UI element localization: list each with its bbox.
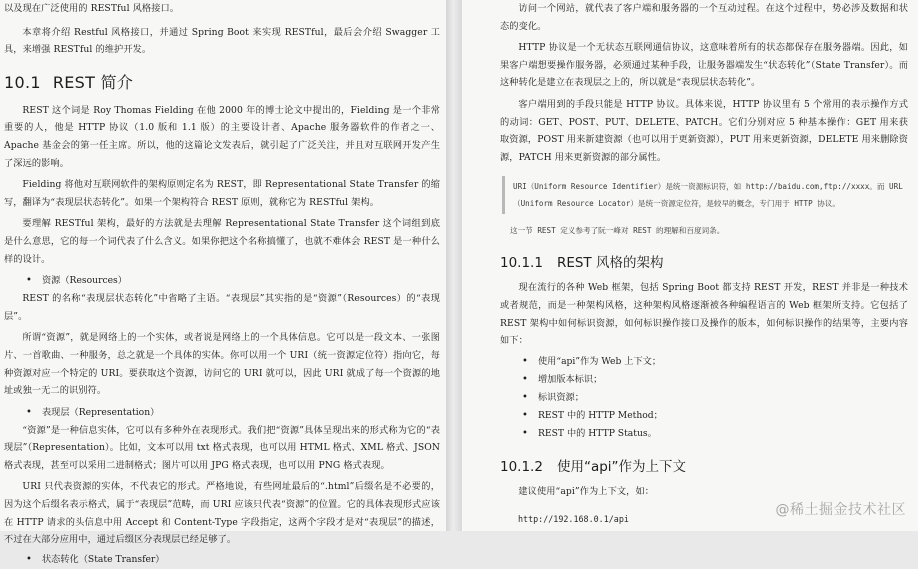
paragraph: 所谓“资源”，就是网络上的一个实体，或者说是网络上的一个具体信息。它可以是一段文本、一张图片、一首歌曲、一种服务，总之就是一个具体的实体。你可以用一个 URI（统一资源定位符）指向它，每种资源对应一个特定的 URI。要获取这个资源，访问它的 URI 就可以，因此 URI 就成了每一个资源的地址或独一无二的识别符。 — [4, 332, 440, 397]
bullet-label: 表现层（Representation） — [42, 406, 160, 418]
subsection-heading — [500, 251, 908, 271]
paragraph: Fielding 将他对互联网软件的架构原则定名为 REST，即 Representational State Transfer 的缩写，翻译为“表现层状态转化”。如果一个架构符合 REST 原则，就称它为 RESTful 架构。 — [4, 179, 440, 208]
section-number: 10.1 — [4, 72, 41, 92]
bullet-label: 资源（Resources） — [42, 275, 127, 287]
paragraph: 现在流行的各种 Web 框架，包括 Spring Boot 都支持 REST 开发，REST 并非是一种技术或者规范，而是一种架构风格，这种架构风格逐渐被各种编程语言的 Web 框架所支持。它包括了 REST 架构中如何标识资源，如何标识操作接口及操作的版本，如何标识操作的结果等，主要内容如下： — [500, 282, 908, 347]
section-title: REST 简介 — [52, 72, 134, 92]
bullet-label: 状态转化（State Transfer） — [42, 553, 165, 565]
bullet-label: 使用“api”作为 Web 上下文； — [538, 355, 662, 367]
intro-paragraph: 本章将介绍 Restful 风格接口，并通过 Spring Boot 来实现 RESTful，最后会介绍 Swagger 工具，来增强 RESTful 的维护开发。 — [4, 26, 440, 56]
subsection-title: REST 风格的架构 — [556, 255, 664, 272]
paragraph: 建议使用“api”作为上下文，如： — [518, 485, 655, 497]
bullet-item — [4, 272, 440, 290]
note-reference: 这一节 REST 定义参考了阮一峰对 REST 的理解和百度词条。 — [510, 226, 725, 236]
book-gutter — [446, 0, 462, 531]
bullet-item — [500, 371, 908, 389]
bullet-label: 增加版本标识； — [538, 373, 603, 385]
subsection-title: 使用“api”作为上下文 — [556, 458, 687, 475]
bullet-item — [4, 551, 440, 569]
paragraph: “资源”是一种信息实体，它可以有多种外在表现形式。我们把“资源”具体呈现出来的形式称为它的“表现层”（Representation）。比如，文本可以用 txt 格式表现，也可以用 HTML 格式、XML 格式、JSON 格式表现，甚至可以采用二进制格式；图片可以用 JPG 格式表现，也可以用 PNG 格式表现。 — [4, 424, 440, 471]
paragraph: 要理解 RESTful 架构，最好的方法就是去理解 Representational State Transfer 这个词组到底是什么意思，它的每一个词代表了什么含义。如果你把这个名称搞懂了，也就不难体会 REST 是一种什么样的设计。 — [4, 218, 440, 265]
watermark-text: @稀土掘金技术社区 — [775, 502, 906, 518]
code-line: http://192.168.0.1/api — [518, 514, 629, 525]
bullet-item — [500, 407, 908, 425]
bullet-item — [500, 425, 908, 443]
paragraph: 客户端用到的手段只能是 HTTP 协议。具体来说，HTTP 协议里有 5 个常用的表示操作方式的动词：GET、POST、PUT、DELETE、PATCH。它们分别对应 5 种基本操作：GET 用来获取资源，POST 用来新建资源（也可以用于更新资源），PUT 用来更新资源，DELETE 用来删除资源，PATCH 用来更新资源的部分属性。 — [500, 98, 908, 163]
section-heading — [4, 70, 440, 93]
left-page — [0, 0, 446, 565]
paragraph: REST 这个词是 Roy Thomas Fielding 在他 2000 年的博士论文中提出的，Fielding 是一个非常重要的人，他是 HTTP 协议（1.0 版和 1.1 版）的主要设计者、Apache 服务器软件的作者之一、Apache 基金会的第一任主席。所以，他的这篇论文发表后，就引起了广泛关注，并且对互联网开发产生了深远的影响。 — [4, 104, 440, 169]
paragraph: HTTP 协议是一个无状态互联网通信协议，这意味着所有的状态都保存在服务器端。因此，如果客户端想要操作服务器，必须通过某种手段，让服务器端发生“状态转化”（State Transfer）。而这种转化是建立在表现层之上的，所以就是“表现层状态转化”。 — [500, 42, 908, 89]
bullet-label: 标识资源； — [538, 391, 584, 403]
right-page — [462, 0, 918, 531]
bullet-item — [500, 353, 908, 371]
bullet-label: REST 中的 HTTP Status。 — [538, 427, 657, 439]
subsection-number: 10.1.2 — [500, 458, 543, 475]
watermark — [776, 499, 907, 519]
note-block: URI（Uniform Resource Identifier）是统一资源标识符，如 http://baidu.com,ftp://xxxx。而 URL（Uniform Resource Locator）是统一资源定位符，是较早的概念，专门用于 HTTP 协议。 — [502, 176, 908, 214]
bullet-label: REST 中的 HTTP Method； — [538, 409, 663, 421]
paragraph: 访问一个网站，就代表了客户端和服务器的一个互动过程。在这个过程中，势必涉及数据和状态的变化。 — [500, 3, 908, 32]
subsection-number: 10.1.1 — [500, 255, 543, 272]
top-line: 以及现在广泛使用的 RESTful 风格接口。 — [4, 3, 180, 14]
paragraph: URI 只代表资源的实体，不代表它的形式。严格地说，有些网址最后的“.html”后缀名是不必要的，因为这个后缀名表示格式，属于“表现层”范畴，而 URI 应该只代表“资源”的位置。它的具体表现形式应该在 HTTP 请求的头信息中用 Accept 和 Content-Type 字段指定，这两个字段才是对“表现层”的描述，不过在大部分应用中，通过后缀区分表现层已经足够了。 — [4, 481, 440, 546]
bullet-list — [500, 353, 908, 443]
bullet-item — [4, 404, 440, 422]
paragraph: REST 的名称“表现层状态转化”中省略了主语。“表现层”其实指的是“资源”（Resources）的“表现层”。 — [4, 293, 440, 322]
bullet-item — [500, 389, 908, 407]
subsection-heading — [500, 455, 908, 475]
